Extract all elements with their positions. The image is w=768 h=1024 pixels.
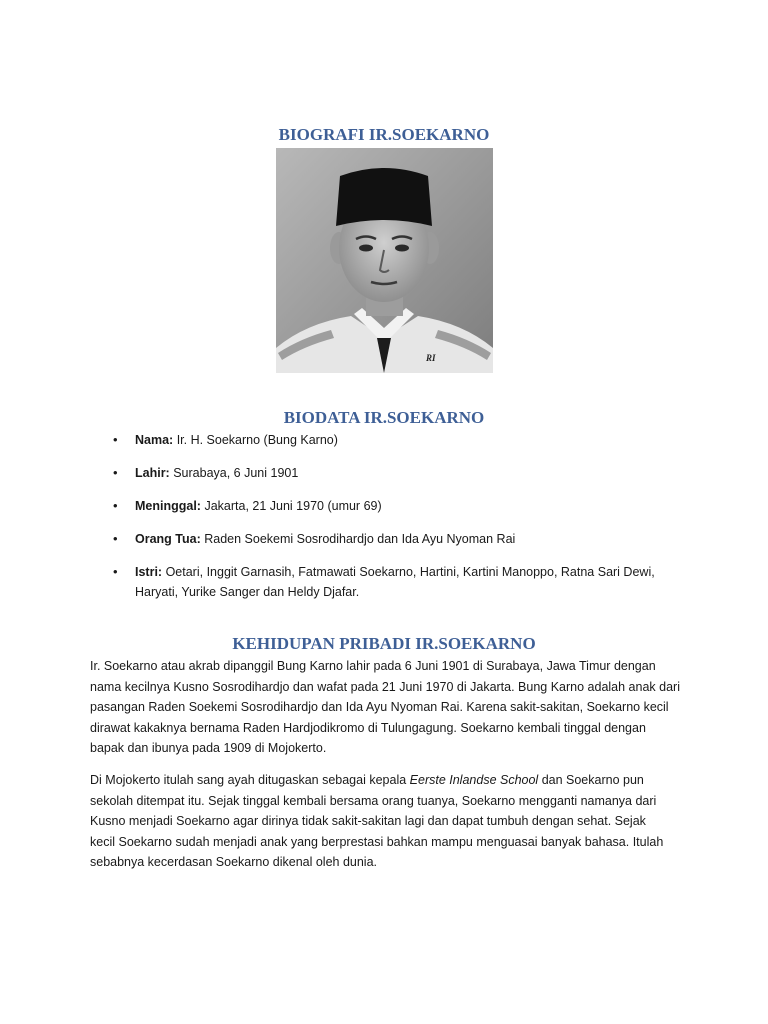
biodata-item-orang-tua [135,529,675,549]
paragraph-line: nama kecilnya Kusno Sosrodihardjo dan wafat pada 21 Juni 1970 di Jakarta. Bung Karno adalah anak dari [90,679,680,694]
biodata-value-continued: Haryati, Yurike Sanger dan Heldy Djafar. [135,585,360,599]
paragraph-line: bapak dan ibunya pada 1909 di Mojokerto. [90,741,327,755]
biodata-value: Jakarta, 21 Juni 1970 (umur 69) [204,499,382,513]
portrait-photo [276,148,493,373]
biodata-item-meninggal [135,496,675,516]
portrait-image [276,148,493,373]
biodata-item-istri [135,562,675,602]
biodata-label: Nama: [135,433,174,447]
biodata-heading: BIODATA IR.SOEKARNO [283,408,485,427]
school-name: Eerste Inlandse School [409,773,539,787]
biodata-label: Istri: [135,565,163,579]
paragraph-line [90,770,690,791]
paragraph-text: dan Soekarno pun [538,773,644,787]
paragraph-line: pasangan Raden Soekemi Sosrodihardjo dan Ida Ayu Nyoman Rai. Karena sakit-sakitan, Soekarno kecil [90,700,669,714]
uniform-badge: RI [426,353,436,363]
life-heading: KEHIDUPAN PRIBADI IR.SOEKARNO [232,634,536,653]
paragraph-line: dirawat kakaknya bernama Raden Hardjodikromo di Tulungagung. Soekarno kembali tinggal dengan [90,720,646,735]
life-paragraph-2 [90,770,690,873]
biodata-label: Orang Tua: [135,532,201,546]
paragraph-line: kecil Soekarno sudah menjadi anak yang berprestasi bahkan mampu menguasai banyak bahasa. Itulah [90,834,664,849]
biodata-item-lahir [135,463,675,483]
paragraph-line: Kusno menjadi Soekarno agar dirinya tidak sakit-sakitan lagi dan dapat tumbuh dengan sehat. Sejak [90,814,646,828]
page-title: BIOGRAFI IR.SOEKARNO [278,125,490,144]
biodata-value: Ir. H. Soekarno (Bung Karno) [173,433,338,447]
paragraph-line: sebabnya kecerdasan Soekarno dikenal oleh dunia. [90,855,378,869]
biodata-item-nama [135,430,675,450]
paragraph-line: Ir. Soekarno atau akrab dipanggil Bung Karno lahir pada 6 Juni 1901 di Surabaya, Jawa Timur dengan [90,659,656,673]
biodata-label: Meninggal: [135,499,201,513]
biodata-value: Surabaya, 6 Juni 1901 [173,466,299,480]
paragraph-line: sekolah ditempat itu. Sejak tinggal kembali bersama orang tuanya, Soekarno mengganti namanya dari [90,793,657,808]
biodata-label: Lahir: [135,466,170,480]
life-paragraph-1 [90,656,690,759]
biodata-value: Raden Soekemi Sosrodihardjo dan Ida Ayu Nyoman Rai [204,532,516,546]
paragraph-text: Di Mojokerto itulah sang ayah ditugaskan sebagai kepala [90,773,410,787]
biodata-value: Oetari, Inggit Garnasih, Fatmawati Soekarno, Hartini, Kartini Manoppo, Ratna Sari Dewi, [165,565,655,579]
